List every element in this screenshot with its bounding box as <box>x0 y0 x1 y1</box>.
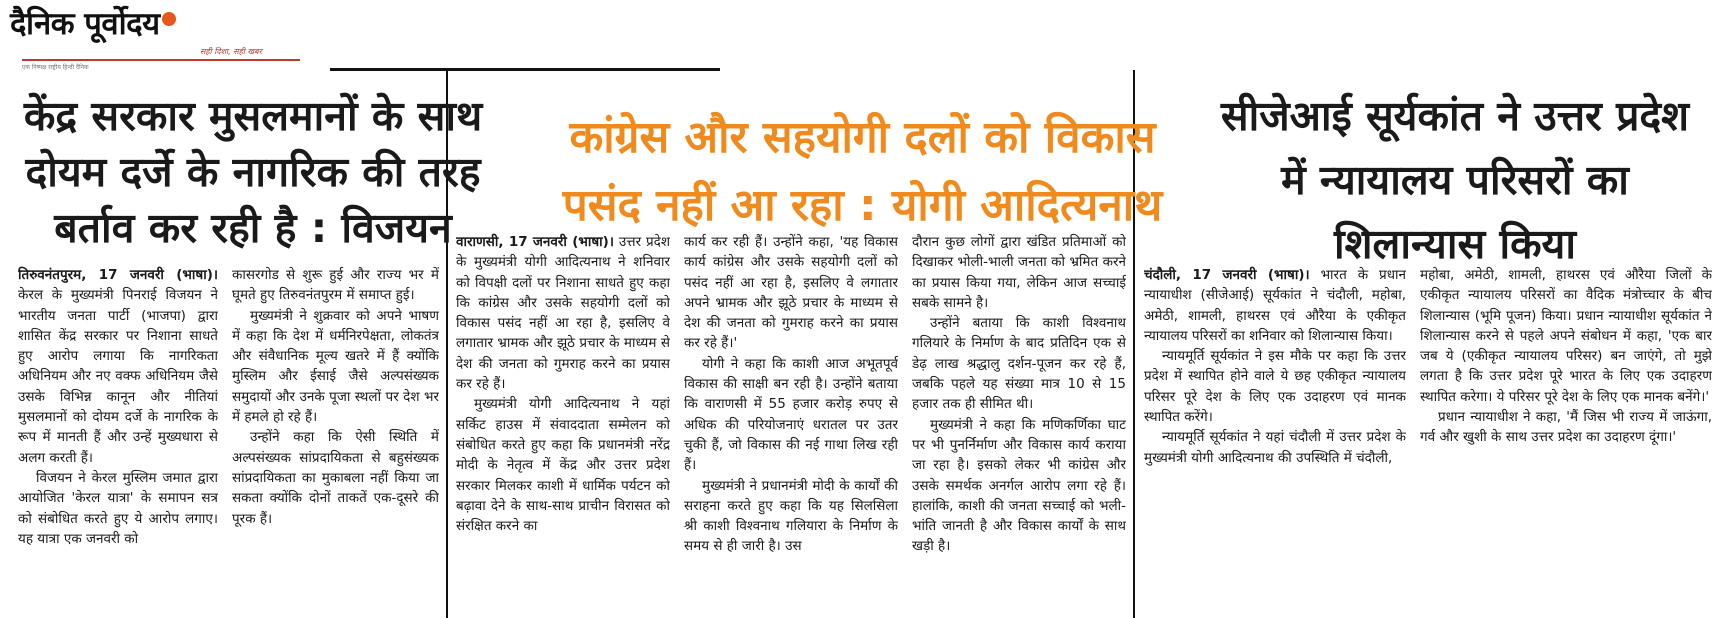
story1-paragraph: विजयन ने केरल मुस्लिम जमात द्वारा आयोजित 'केरल यात्रा' के समापन सत्र को संबोधित करते हुए ये आरोप लगाए। यह यात्रा एक जनवरी को <box>18 469 218 547</box>
story1-headline: केंद्र सरकार मुसलमानों के साथ दोयम दर्जे के नागरिक की तरह बर्ताव कर रही है : विजयन <box>23 92 483 252</box>
story3-paragraph: न्यायमूर्ति सूर्यकांत ने यहां चंदौली में उत्तर प्रदेश के मुख्यमंत्री योगी आदित्यनाथ की उपस्थिति में चंदौली, <box>1144 429 1406 466</box>
story2-paragraph: उन्होंने बताया कि काशी विश्वनाथ गलियारे के निर्माण के बाद प्रतिदिन एक से डेढ़ लाख श्रद्धालु दर्शन-पूजन कर रहे हैं, जबकि पहले यह संख्या मात्र 10 से 15 हजार तक ही सीमित थी। <box>912 315 1126 413</box>
story2-column-2 <box>684 232 898 610</box>
story3-paragraph: महोबा, अमेठी, शामली, हाथरस एवं औरैया जिलों के एकीकृत न्यायालय परिसरों का वैदिक मंत्रोच्चार के बीच शिलान्यास (भूमि पूजन) किया। प्रधान न्यायाधीश सूर्यकांत ने शिलान्यास करने से पहले अपने संबोधन में कहा, 'एक बार जब ये (एकीकृत न्यायालय परिसर) बन जाएंगे, तो मुझे लगता है कि उत्तर प्रदेश पूरे भारत के लिए एक उदाहरण स्थापित करेगा। ये परिसर पूरे देश के लिए एक मानक बनेंगे।' <box>1420 267 1712 405</box>
story2-column-3 <box>912 232 1126 610</box>
story1-paragraph: मुख्यमंत्री ने शुक्रवार को अपने भाषण में कहा कि देश में धर्मनिरपेक्षता, लोकतंत्र और संवैधानिक मूल्य खतरे में हैं क्योंकि मुस्लिम और ईसाई जैसे अल्पसंख्यक समुदायों और उनके पूजा स्थलों पर देश भर में हमले हो रहे हैं। <box>232 307 439 426</box>
story1-paragraph: केरल के मुख्यमंत्री पिनराई विजयन ने भारतीय जनता पार्टी (भाजपा) द्वारा शासित केंद्र सरकार पर निशाना साधते हुए आरोप लगाया कि नागरिकता अधिनियम और नए वक्फ अधिनियम जैसे उसके विभिन्न कानून और नीतियां मुसलमानों को दोयम दर्जे के नागरिक के रूप में मानती हैं और उन्हें मुख्यधारा से अलग करती हैं। <box>18 287 218 466</box>
story2-paragraph: उत्तर प्रदेश के मुख्यमंत्री योगी आदित्यनाथ ने शनिवार को विपक्षी दलों पर निशाना साधते हुए कहा कि कांग्रेस और उसके सहयोगी दलों को विकास पसंद नहीं आ रहा है, इसलिए वे लगातार भ्रामक और झूठे प्रचार के माध्यम से देश की जनता को गुमराह करने का प्रयास कर रहे हैं। <box>456 234 670 393</box>
story2-paragraph: दौरान कुछ लोगों द्वारा खंडित प्रतिमाओं को दिखाकर भोली-भाली जनता को भ्रमित करने का प्रयास किया गया, लेकिन आज सच्चाई सबके सामने है। <box>912 234 1126 311</box>
story1-dateline: तिरुवनंतपुरम, 17 जनवरी (भाषा)। <box>18 267 218 283</box>
masthead-subtitle: एक निष्पक्ष राष्ट्रीय हिन्दी दैनिक <box>22 64 89 71</box>
masthead-title: दैनिक पूर्वोदय <box>10 6 160 42</box>
story2-paragraph: योगी ने कहा कि काशी आज अभूतपूर्व विकास की साक्षी बन रही है। उन्होंने बताया कि वाराणसी में 55 हजार करोड़ रुपए से अधिक की परियोजनाएं धरातल पर उतर चुकी हैं, जो विकास की नई गाथा लिख रही हैं। <box>684 355 898 474</box>
story1-paragraph: उन्होंने कहा कि ऐसी स्थिति में अल्पसंख्यक सांप्रदायिकता से बहुसंख्यक सांप्रदायिकता का मुकाबला नहीं किया जा सकता क्योंकि दोनों ताकतें एक-दूसरे की पूरक हैं। <box>232 429 439 527</box>
story3-paragraph: प्रधान न्यायाधीश ने कहा, 'मैं जिस भी राज्य में जाऊंगा, गर्व और खुशी के साथ उत्तर प्रदेश का उदाहरण दूंगा।' <box>1420 409 1712 446</box>
masthead-rule <box>22 59 300 61</box>
masthead-tagline: सही दिशा, सही खबर <box>200 47 262 56</box>
story1-column-1 <box>18 265 218 610</box>
story2-paragraph: कार्य कर रही हैं। उन्होंने कहा, 'यह विकास कार्य कांग्रेस और उसके सहयोगी दलों को पसंद नहीं आ रहा है, इसलिए वे लगातार अपने भ्रामक और झूठे प्रचार के माध्यम से देश की जनता को गुमराह करने का प्रयास कर रहे हैं।' <box>684 234 898 352</box>
story3-dateline: चंदौली, 17 जनवरी (भाषा)। <box>1144 267 1310 283</box>
top-divider <box>330 68 720 71</box>
story3-headline: सीजेआई सूर्यकांत ने उत्तर प्रदेश में न्यायालय परिसरों का शिलान्यास किया <box>1220 92 1690 268</box>
story2-column-1 <box>456 232 670 610</box>
story2-headline: कांग्रेस और सहयोगी दलों को विकास पसंद नहीं आ रहा : योगी आदित्यनाथ <box>562 112 1163 231</box>
story3-paragraph: न्यायमूर्ति सूर्यकांत ने इस मौके पर कहा कि उत्तर प्रदेश में स्थापित होने वाले ये छह एकीकृत न्यायालय परिसर पूरे देश के लिए एक उदाहरण एवं मानक स्थापित करेंगे। <box>1144 348 1406 426</box>
story1-paragraph: कासरगोड से शुरू हुई और राज्य भर में घूमते हुए तिरुवनंतपुरम में समाप्त हुई। <box>232 267 439 304</box>
masthead-dot-icon <box>162 12 176 26</box>
masthead <box>10 6 310 71</box>
story2-paragraph: मुख्यमंत्री ने प्रधानमंत्री मोदी के कार्यों की सराहना करते हुए कहा कि यह सिलसिला श्री काशी विश्वनाथ गलियारा के निर्माण के समय से ही जारी है। उस <box>684 477 898 555</box>
story3-paragraph: भारत के प्रधान न्यायाधीश (सीजेआई) सूर्यकांत ने चंदौली, महोबा, अमेठी, शामली, हाथरस एवं औरैया के एकीकृत न्यायालय परिसरों का शनिवार को शिलान्यास किया। <box>1144 267 1406 344</box>
story3-column-1 <box>1144 265 1406 610</box>
story2-paragraph: मुख्यमंत्री योगी आदित्यनाथ ने यहां सर्किट हाउस में संवाददाता सम्मेलन को संबोधित करते हुए कहा कि प्रधानमंत्री नरेंद्र मोदी के नेतृत्व में केंद्र और उत्तर प्रदेश सरकार मिलकर काशी में धार्मिक पर्यटन को बढ़ावा देने के साथ-साथ प्राचीन विरासत को संरक्षित करने का <box>456 396 670 535</box>
story2-paragraph: मुख्यमंत्री ने कहा कि मणिकर्णिका घाट पर भी पुनर्निर्माण और विकास कार्य कराया जा रहा है। इसको लेकर भी कांग्रेस और उसके समर्थक अनर्गल आरोप लगा रहे हैं। हालांकि, काशी की जनता सच्चाई को भली-भांति जानती है और विकास कार्यों के साथ खड़ी है। <box>912 416 1126 555</box>
story1-column-2 <box>232 265 439 610</box>
story3-column-2 <box>1420 265 1712 610</box>
story2-dateline: वाराणसी, 17 जनवरी (भाषा)। <box>456 234 614 250</box>
